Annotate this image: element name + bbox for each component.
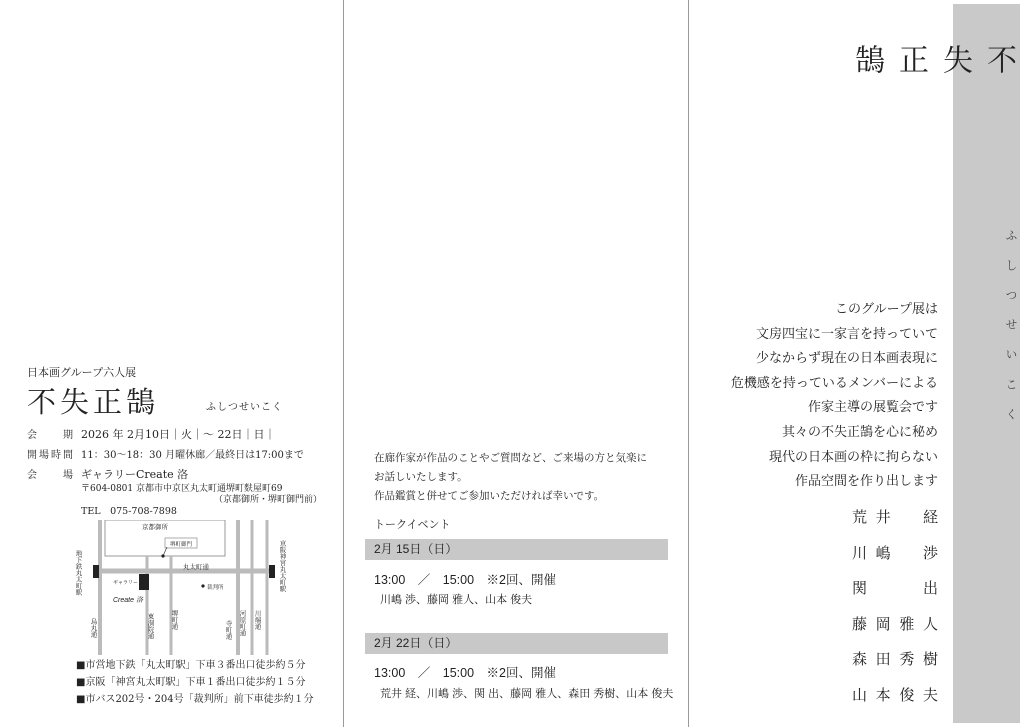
statement-line: 作家主導の展覧会です xyxy=(807,400,938,416)
statement-line: このグループ展は xyxy=(835,302,938,317)
artist-name: 藤岡雅人 xyxy=(852,614,938,633)
gosho-label: 京都御所 xyxy=(142,524,168,531)
artist-name: 関 出 xyxy=(852,579,938,597)
cover-reading-char: し xyxy=(1004,258,1018,278)
street-label: 東洞院通 xyxy=(146,613,154,639)
intro-line: お話しいたします。 xyxy=(374,471,468,483)
venue-row xyxy=(27,466,188,482)
venue-tel: TEL 075-708-7898 xyxy=(81,506,177,517)
cover-title-char: 失 xyxy=(937,44,972,82)
exhibition-statement xyxy=(731,298,938,495)
street-label: 河原町通 xyxy=(238,610,246,636)
cover-reading-char: つ xyxy=(1004,288,1018,308)
fold-line-1 xyxy=(343,0,344,727)
cover-reading-char: こ xyxy=(1004,378,1018,398)
statement-line: 危機感を持っているメンバーによる xyxy=(730,375,938,391)
artist-name: 森田秀樹 xyxy=(852,650,938,668)
subway-station-label: 地下鉄丸太町駅 xyxy=(75,550,82,596)
exhibition-eyebrow: 日本画グループ六人展 xyxy=(27,366,137,379)
cover-title-char: 正 xyxy=(893,44,928,82)
street-label: 烏丸通 xyxy=(89,618,97,638)
access-map xyxy=(75,520,300,655)
gallery-marker xyxy=(139,574,149,590)
period-row xyxy=(27,426,275,442)
statement-line: 其々の不失正鵠を心に秘め xyxy=(781,424,938,440)
subway-station-marker xyxy=(93,565,99,578)
artist-name: 山本俊夫 xyxy=(852,685,938,704)
keihan-station-marker xyxy=(269,565,275,578)
hours-value: 11：30～18：30 月曜休廊／最終日は17:00まで xyxy=(81,450,304,461)
street-label: 堺町通 xyxy=(170,610,178,630)
statement-line: 作品空間を作り出します xyxy=(794,474,938,490)
cover-title-char: 不 xyxy=(981,44,1016,82)
sakaimachi-gomon-label: 堺町御門 xyxy=(169,542,193,548)
saibansho-label: 裁判所 xyxy=(207,585,224,591)
street-label: 川端通 xyxy=(253,610,261,630)
hours-row xyxy=(27,446,304,461)
event-speakers: 荒井 経、川嶋 渉、関 出、藤岡 雅人、森田 秀樹、山本 俊夫 xyxy=(380,688,674,700)
intro-line: 在廊作家が作品のことやご質問など、ご来場の方と気楽に xyxy=(374,452,647,464)
venue-label: 会 場 xyxy=(27,470,73,481)
keihan-station-label: 京阪神宮丸太町駅 xyxy=(278,540,286,592)
artist-name: 荒井 経 xyxy=(852,508,938,526)
cover-title-char: 鵠 xyxy=(849,44,884,82)
cover-reading-char: い xyxy=(1004,348,1018,368)
cover-reading-char: ふ xyxy=(1004,229,1018,248)
access-line: ■京阪「神宮丸太町駅」下車１番出口徒歩約１５分 xyxy=(76,677,306,688)
cover-reading xyxy=(953,229,1020,427)
venue-address: 〒604-0801 京都市中京区丸太町通堺町麩屋町69 xyxy=(81,484,283,494)
access-line: ■市営地下鉄「丸太町駅」下車３番出口徒歩約５分 xyxy=(76,660,306,671)
gallery-name-label: Create 洛 xyxy=(113,597,143,604)
cover-title xyxy=(849,44,1020,82)
venue-name: ギャラリーCreate 洛 xyxy=(81,468,189,481)
marutamachi-label: 丸太町通 xyxy=(183,564,209,571)
event-speakers: 川嶋 渉、藤岡 雅人、山本 俊夫 xyxy=(380,594,533,606)
statement-line: 少なからず現在の日本画表現に xyxy=(755,351,938,367)
talk-event-heading: トークイベント xyxy=(374,518,451,531)
artist-name: 川嶋 渉 xyxy=(852,543,938,562)
event-date-band: 2月 22日（日） xyxy=(365,633,668,654)
event-date-band: 2月 15日（日） xyxy=(365,539,668,560)
cover-reading-char: せ xyxy=(1004,318,1018,338)
street-label: 寺町通 xyxy=(224,620,232,640)
event-time: 13:00 ／ 15:00 ※2回、開催 xyxy=(374,666,557,680)
talk-intro xyxy=(374,449,647,506)
saibansho-marker xyxy=(201,584,204,587)
period-value: 2026 年 2月10日｜火｜～ 22日｜日｜ xyxy=(81,428,276,441)
exhibition-title-reading: ふしつせいこく xyxy=(206,402,283,413)
statement-line: 文房四宝に一家言を持っていて xyxy=(755,326,938,342)
hours-label: 開場時間 xyxy=(27,450,73,461)
venue-address-note: （京都御所・堺町御門前） xyxy=(214,495,323,505)
period-label: 会 期 xyxy=(27,430,73,441)
fold-line-2 xyxy=(688,0,689,727)
artist-list xyxy=(852,500,938,713)
intro-line: 作品鑑賞と併せてご参加いただければ幸いです。 xyxy=(374,490,605,502)
exhibition-title: 不失正鵠 xyxy=(27,385,160,419)
access-line: ■市バス202号・204号「裁判所」前下車徒歩約１分 xyxy=(76,694,314,705)
gallery-label: ギャラリー xyxy=(113,580,139,586)
event-time: 13:00 ／ 15:00 ※2回、開催 xyxy=(374,573,557,587)
statement-line: 現代の日本画の枠に拘らない xyxy=(768,449,938,465)
cover-reading-char: く xyxy=(1004,407,1018,427)
